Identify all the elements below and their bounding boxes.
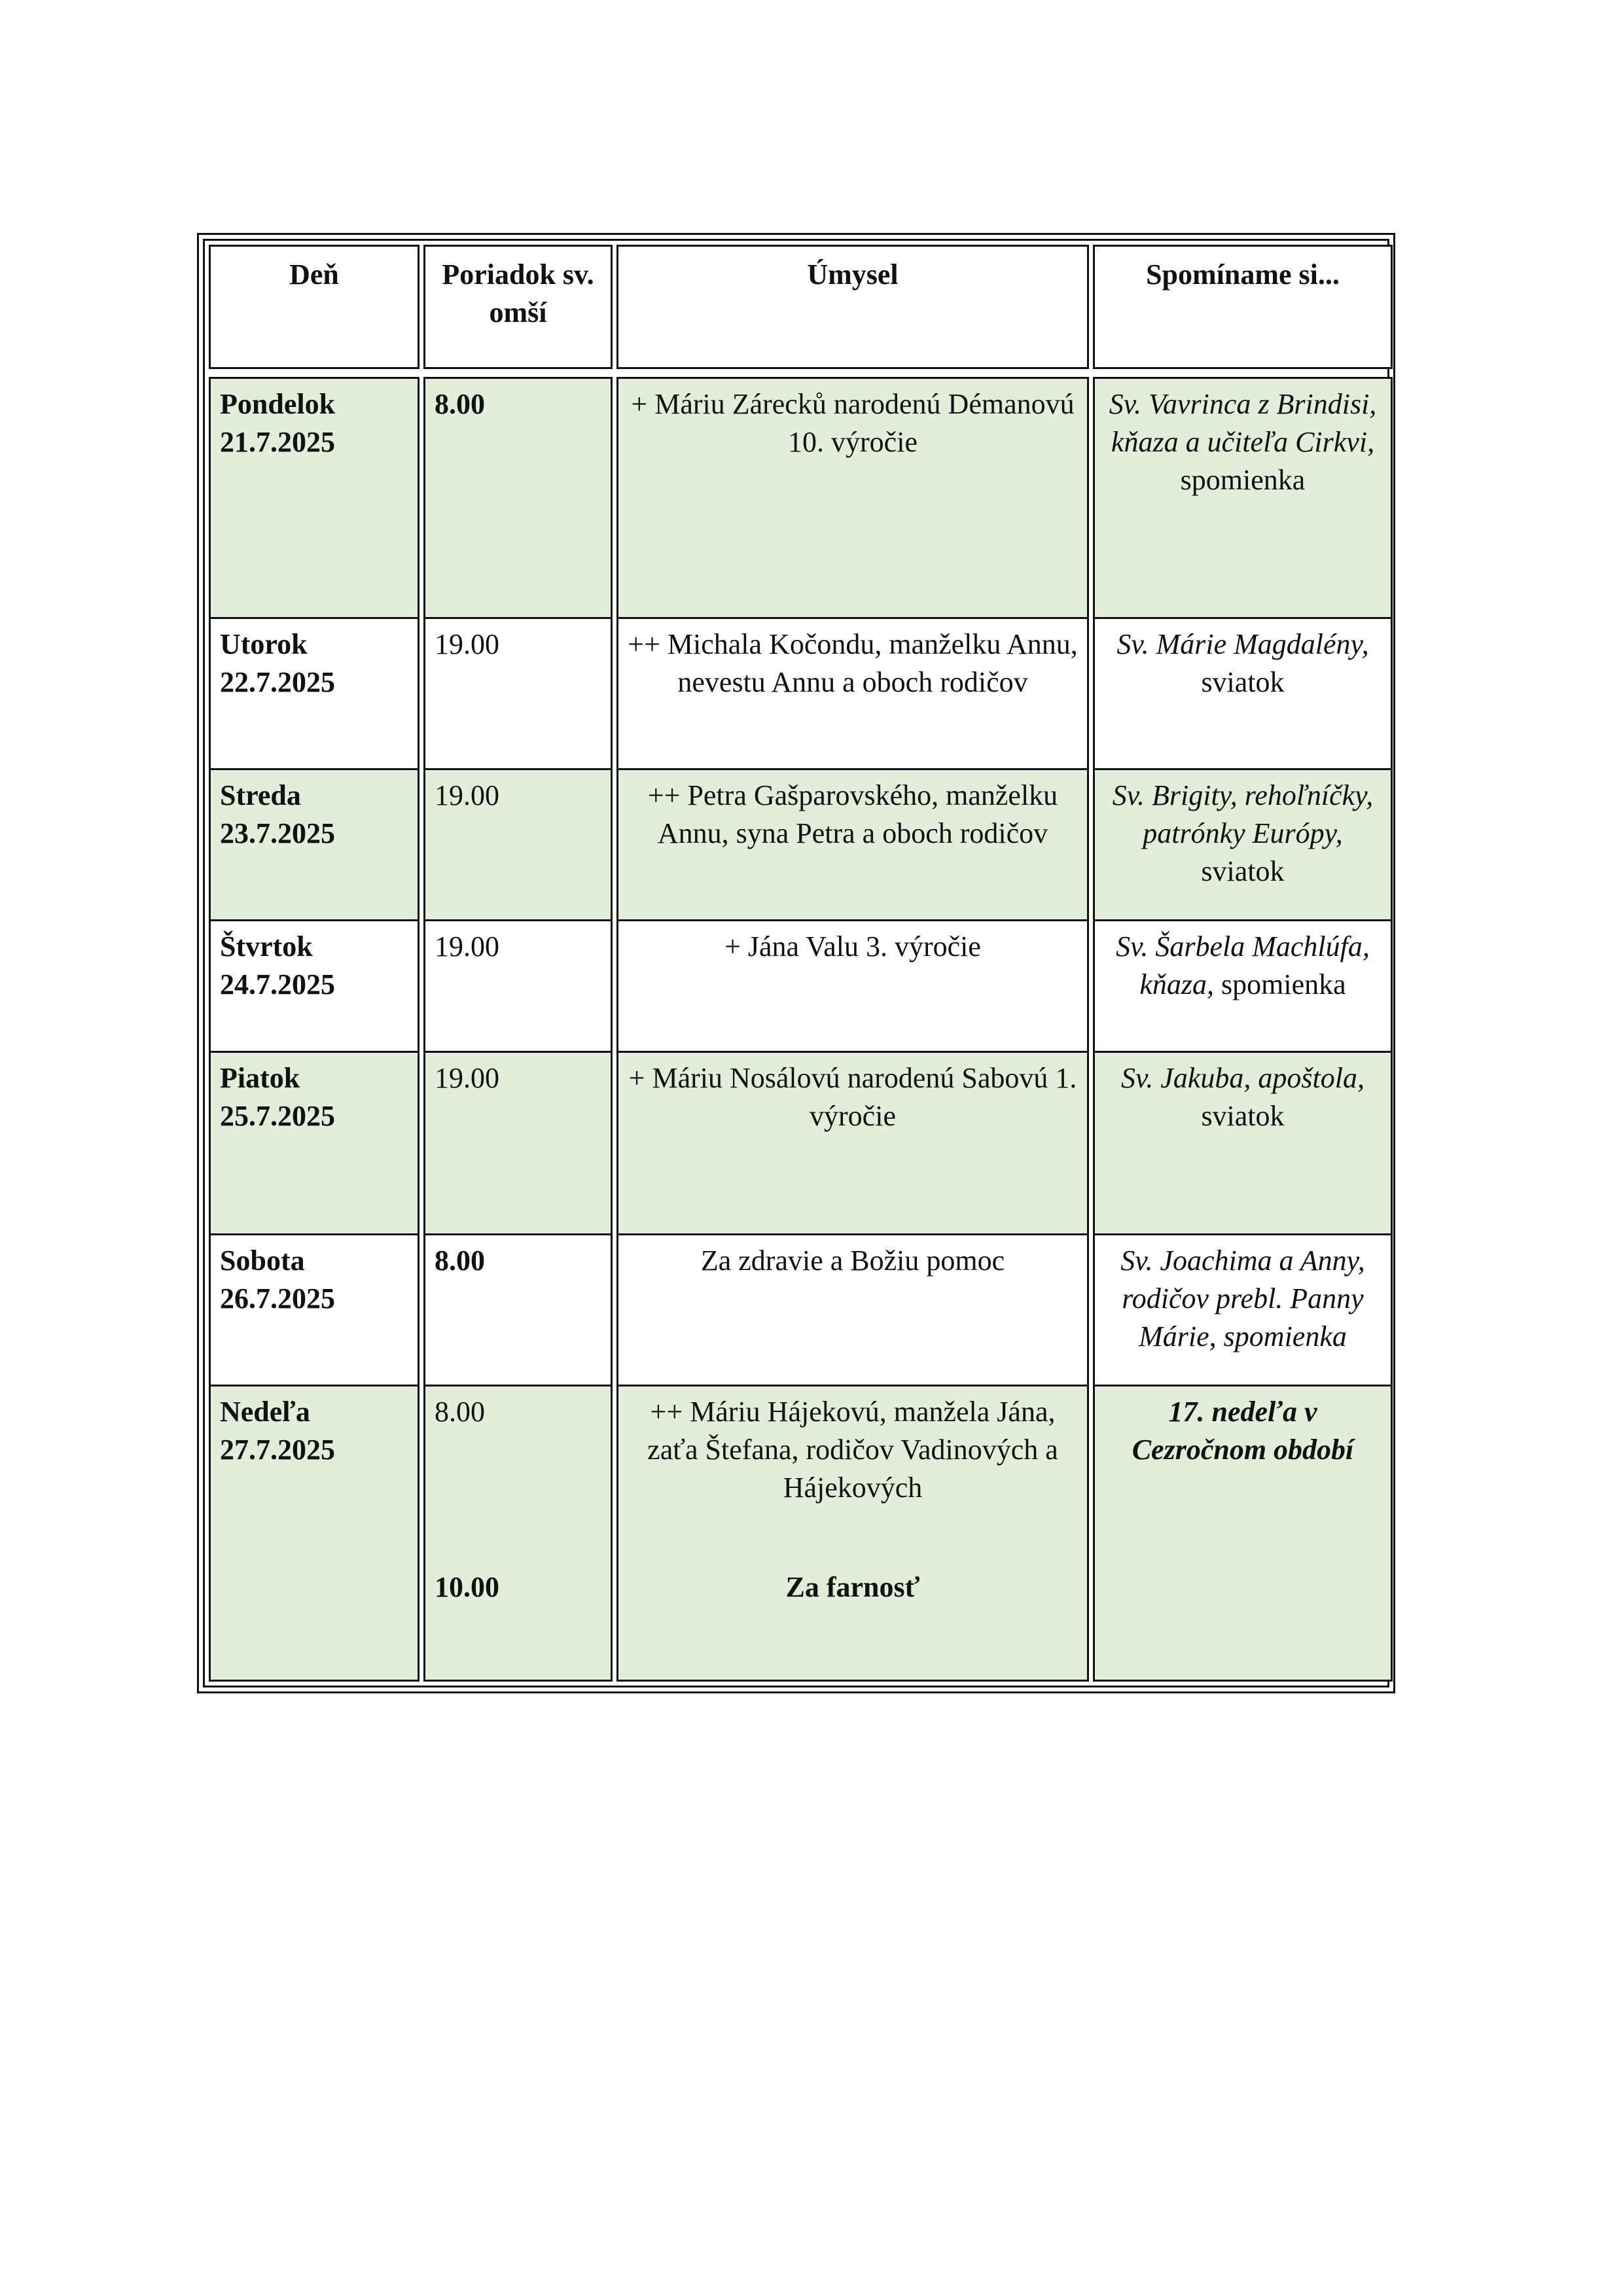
row-date: 27.7.2025	[220, 1434, 335, 1466]
row-date: 24.7.2025	[220, 968, 335, 1000]
row-intention: ++ Máriu Hájekovú, manžela Jána, zaťa Štefana, rodičov Vadinových a Hájekových	[647, 1396, 1058, 1504]
row-time: 19.00	[423, 919, 613, 1053]
row-time: 8.00	[435, 1396, 485, 1428]
memorial-italic: Sv. Brigity, rehoľníčky, patrónky Európy,	[1112, 779, 1374, 849]
row-day-cell	[209, 919, 419, 1053]
row-memorial	[1093, 617, 1393, 770]
memorial-plain: sviatok	[1201, 1100, 1285, 1132]
row-intention: Za zdravie a Božiu pomoc	[616, 1233, 1089, 1386]
row-date: 22.7.2025	[220, 666, 335, 698]
row-time-second: 10.00	[435, 1571, 499, 1603]
row-date: 26.7.2025	[220, 1282, 335, 1315]
memorial-italic: Sv. Jakuba, apoštola,	[1121, 1062, 1364, 1094]
intention-spacer	[628, 1507, 1078, 1568]
row-day-cell	[209, 768, 419, 921]
row-date: 23.7.2025	[220, 817, 335, 849]
row-intention: ++ Petra Gašparovského, manželku Annu, syna Petra a oboch rodičov	[616, 768, 1089, 921]
memorial-plain: spomienka	[1221, 968, 1346, 1000]
row-day-cell	[209, 1051, 419, 1235]
memorial-italic: Sv. Vavrinca z Brindisi, kňaza a učiteľa Cirkvi,	[1109, 388, 1377, 458]
row-memorial	[1093, 1385, 1393, 1682]
row-memorial	[1093, 377, 1393, 619]
row-memorial	[1093, 1051, 1393, 1235]
row-intention-cell	[616, 1385, 1089, 1682]
memorial-plain: sviatok	[1201, 666, 1285, 698]
row-day-name: Sobota	[220, 1245, 305, 1277]
row-time: 8.00	[423, 1233, 613, 1386]
header-intention: Úmysel	[616, 245, 1089, 369]
row-day-name: Streda	[220, 779, 301, 811]
row-day-name: Utorok	[220, 628, 308, 660]
memorial-plain: spomienka	[1180, 464, 1306, 496]
memorial-italic: Sv. Šarbela Machlúfa, kňaza,	[1116, 930, 1370, 1000]
row-memorial	[1093, 768, 1393, 921]
row-time: 19.00	[423, 617, 613, 770]
row-day-cell	[209, 1385, 419, 1682]
row-day-name: Nedeľa	[220, 1396, 310, 1428]
header-day: Deň	[209, 245, 419, 369]
row-intention: + Máriu Nosálovú narodenú Sabovú 1. výročie	[616, 1051, 1089, 1235]
row-day-name: Piatok	[220, 1062, 300, 1094]
memorial-italic: Sv. Márie Magdalény,	[1116, 628, 1369, 660]
header-time: Poriadok sv. omší	[423, 245, 613, 369]
row-day-cell	[209, 617, 419, 770]
row-intention: ++ Michala Kočondu, manželku Annu, nevestu Annu a oboch rodičov	[616, 617, 1089, 770]
row-date: 21.7.2025	[220, 426, 335, 458]
row-day-cell	[209, 1233, 419, 1386]
schedule-table-inner	[203, 239, 1389, 1687]
row-time: 19.00	[423, 1051, 613, 1235]
row-intention-second: Za farnosť	[785, 1571, 920, 1603]
row-time: 8.00	[423, 377, 613, 619]
row-memorial	[1093, 919, 1393, 1053]
memorial-plain: sviatok	[1201, 855, 1285, 887]
time-spacer	[435, 1431, 601, 1568]
row-day-name: Štvrtok	[220, 930, 313, 963]
memorial-italic: Sv. Joachima a Anny, rodičov prebl. Panny Márie, spomienka	[1120, 1245, 1365, 1352]
row-date: 25.7.2025	[220, 1100, 335, 1132]
header-memorial: Spomíname si...	[1093, 245, 1393, 369]
memorial-bold-italic: 17. nedeľa v Cezročnom období	[1132, 1396, 1354, 1466]
row-time-cell	[423, 1385, 613, 1682]
row-intention: + Máriu Zárecků narodenú Démanovú 10. výročie	[616, 377, 1089, 619]
row-day-cell	[209, 377, 419, 619]
row-memorial	[1093, 1233, 1393, 1386]
schedule-table	[197, 233, 1395, 1693]
row-intention: + Jána Valu 3. výročie	[616, 919, 1089, 1053]
row-day-name: Pondelok	[220, 388, 336, 420]
row-time: 19.00	[423, 768, 613, 921]
